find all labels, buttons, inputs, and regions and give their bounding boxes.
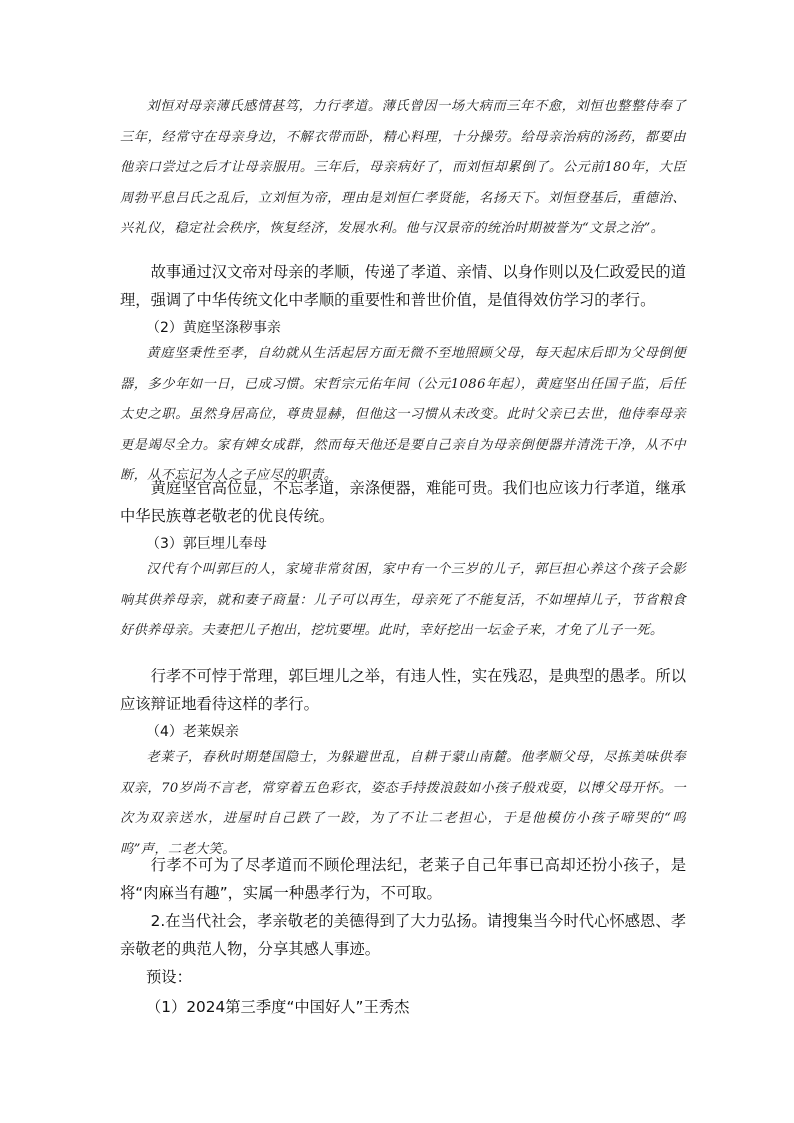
story2-comment: 黄庭坚官高位显，不忘孝道，亲涤便器，难能可贵。我们也应该力行孝道，继承中华民族尊老敬老的优良传统。 <box>120 479 686 526</box>
story2-heading: （2）黄庭坚涤秽事亲 <box>146 320 281 336</box>
story2-text: 黄庭坚秉性至孝，自幼就从生活起居方面无微不至地照顾父母，每天起床后即为父母倒便器，多少年如一日，已成习惯。宋哲宗元佑年间（公元1086年起），黄庭坚出任国子监，后任太史之职。虽然身居高位，尊贵显赫，但他这一习惯从未改变。此时父亲已去世，他侍奉母亲更是竭尽全力。家有婢女成群，然而每天他还是要自己亲自为母亲倒便器并清洗干净，从不中断，从不忘记为人之子应尽的职责。 <box>120 346 686 483</box>
story4-text: 老莱子，春秋时期楚国隐士，为躲避世乱，自耕于蒙山南麓。他孝顺父母，尽拣美味供奉双亲，70岁尚不言老，常穿着五色彩衣，姿态手持拨浪鼓如小孩子般戏耍，以博父母开怀。一次为双亲送水，进屋时自己跌了一跤，为了不让二老担心，于是他模仿小孩子啼哭的“呜呜”声，二老大笑。 <box>120 750 686 857</box>
story3-text: 汉代有个叫郭巨的人，家境非常贫困，家中有一个三岁的儿子，郭巨担心养这个孩子会影响其供养母亲，就和妻子商量：儿子可以再生，母亲死了不能复活，不如埋掉儿子，节省粮食好供养母亲。夫妻把儿子抱出，挖坑要埋。此时，幸好挖出一坛金子来，才免了儿子一死。 <box>120 562 686 638</box>
story4-heading: （4）老莱娱亲 <box>146 724 239 740</box>
story3-comment: 行孝不可悖于常理，郭巨埋儿之举，有违人性，实在残忍，是典型的愚孝。所以应该辩证地看待这样的孝行。 <box>120 667 686 714</box>
preset-label: 预设： <box>146 968 192 986</box>
question-2: 2.在当代社会，孝亲敬老的美德得到了大力弘扬。请搜集当今时代心怀感恩、孝亲敬老的典范人物，分享其感人事迹。 <box>120 912 686 959</box>
story1-text: 刘恒对母亲薄氏感情甚笃，力行孝道。薄氏曾因一场大病而三年不愈，刘恒也整整侍奉了三年，经常守在母亲身边，不解衣带而卧，精心料理，十分操劳。给母亲治病的汤药，都要由他亲口尝过之后才让母亲服用。三年后，母亲病好了，而刘恒却累倒了。公元前180年，大臣周勃平息吕氏之乱后，立刘恒为帝，理由是刘恒仁孝贤能，名扬天下。刘恒登基后，重德治、兴礼仪，稳定社会秩序，恢复经济，发展水利。他与汉景帝的统治时期被誉为“文景之治”。 <box>120 99 686 236</box>
story4-comment: 行孝不可为了尽孝道而不顾伦理法纪，老莱子自己年事已高却还扮小孩子，是将“肉麻当有趣”，实属一种愚孝行为，不可取。 <box>120 856 686 903</box>
story1-comment: 故事通过汉文帝对母亲的孝顺，传递了孝道、亲情、以身作则以及仁政爱民的道理，强调了中华传统文化中孝顺的重要性和普世价值，是值得效仿学习的孝行。 <box>120 263 686 310</box>
preset-item-1: （1）2024第三季度“中国好人”王秀杰 <box>146 998 410 1016</box>
story3-heading: （3）郭巨埋儿奉母 <box>146 536 267 552</box>
